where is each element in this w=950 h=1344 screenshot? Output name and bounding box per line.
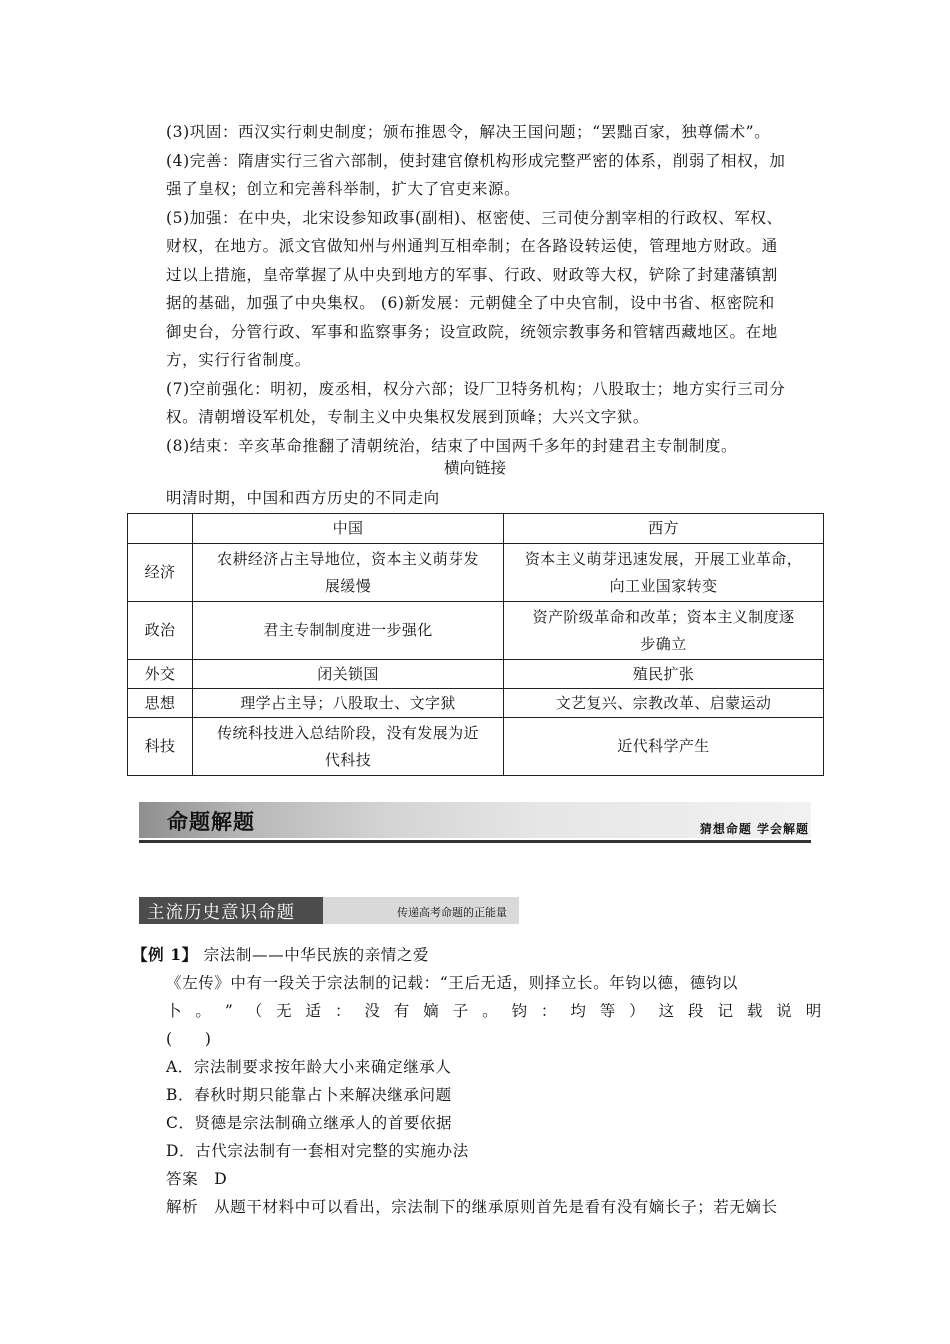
paragraph-line: 财权，在地方。派文官做知州与州通判互相牵制；在各路设转运使，管理地方财政。通 bbox=[166, 237, 778, 255]
paragraph-line: (7)空前强化：明初，废丞相，权分六部；设厂卫特务机构；八股取士；地方实行三司分 bbox=[166, 379, 786, 398]
table-row bbox=[128, 718, 824, 776]
paragraph-line: 御史台，分管行政、军事和监察事务；设宣政院，统领宗教事务和管辖西藏地区。在地 bbox=[166, 322, 778, 341]
stem-char: ： bbox=[334, 1002, 352, 1020]
stem-char: 无 bbox=[276, 1002, 293, 1020]
comparison-table bbox=[127, 513, 824, 776]
analysis-text: 从题干材料中可以看出，宗法制下的继承原则首先是看有没有嫡长子；若无嫡长 bbox=[214, 1198, 778, 1216]
stem-char: 卜 bbox=[166, 1002, 183, 1020]
table-cell: 农耕经济占主导地位，资本主义萌芽发 展缓慢 bbox=[193, 544, 504, 602]
row-label: 政治 bbox=[128, 602, 193, 660]
row-label: 经济 bbox=[128, 544, 193, 602]
link-intro: 明清时期，中国和西方历史的不同走向 bbox=[166, 489, 440, 507]
example-tag: 【例 1】 bbox=[132, 945, 198, 964]
option-d: D．古代宗法制有一套相对完整的实施办法 bbox=[166, 1142, 469, 1160]
paragraph-line: 过以上措施，皇帝掌握了从中央到地方的军事、行政、财政等大权，铲除了封建藩镇割 bbox=[166, 265, 778, 284]
analysis-line bbox=[132, 1193, 822, 1221]
table-cell: 闭关锁国 bbox=[193, 660, 504, 689]
stem-char: 子 bbox=[452, 1002, 469, 1020]
link-heading: 横向链接 bbox=[443, 459, 506, 477]
example-topic: 宗法制——中华民族的亲情之爱 bbox=[203, 946, 430, 964]
table-row bbox=[128, 660, 824, 689]
paragraph-line: 据的基础，加强了中央集权。 (6)新发展：元朝健全了中央官制，设中书省、枢密院和 bbox=[166, 294, 775, 312]
answer-label: 答案 bbox=[166, 1170, 199, 1188]
stem-char: 有 bbox=[393, 1002, 410, 1020]
section-banner bbox=[139, 800, 811, 844]
paragraph-line: 方，实行行省制度。 bbox=[166, 351, 311, 369]
paragraph-line: (8)结束：辛亥革命推翻了清朝统治，结束了中国两千多年的封建君主专制制度。 bbox=[166, 436, 738, 455]
table-cell: 近代科学产生 bbox=[504, 718, 824, 776]
sub-banner-title: 主流历史意识命题 bbox=[147, 903, 295, 923]
question-stem-line: 《左传》中有一段关于宗法制的记载：“王后无适，则择立长。年钧以德，德钧以 bbox=[166, 974, 739, 992]
table-cell: 资本主义萌芽迅速发展，开展工业革命， 向工业国家转变 bbox=[504, 544, 824, 602]
table-header-cell bbox=[128, 514, 193, 544]
question-stem-line bbox=[132, 997, 822, 1025]
answer-line bbox=[132, 1165, 822, 1193]
table-header-cell: 中国 bbox=[193, 514, 504, 544]
example-header bbox=[132, 941, 822, 969]
table-cell: 君主专制制度进一步强化 bbox=[193, 602, 504, 660]
stem-char: 载 bbox=[746, 1002, 763, 1020]
sub-banner-subtitle: 传递高考命题的正能量 bbox=[397, 906, 507, 919]
paragraph-line: (3)巩固：西汉实行刺史制度；颁布推恩令，解决王国问题；“罢黜百家，独尊儒术”。 bbox=[166, 123, 771, 141]
paragraph-line: 权。清朝增设军机处，专制主义中央集权发展到顶峰；大兴文字狱。 bbox=[166, 408, 650, 426]
stem-char: 没 bbox=[364, 1002, 381, 1020]
stem-char: 等 bbox=[599, 1002, 616, 1020]
table-row bbox=[128, 602, 824, 660]
row-label: 科技 bbox=[128, 718, 193, 776]
paragraph-line: (4)完善：隋唐实行三省六部制，使封建官僚机构形成完整严密的体系，削弱了相权，加 bbox=[166, 151, 786, 170]
section-body bbox=[166, 118, 814, 460]
table-cell: 传统科技进入总结阶段，没有发展为近 代科技 bbox=[193, 718, 504, 776]
row-label: 思想 bbox=[128, 689, 193, 718]
answer-value: D bbox=[214, 1170, 228, 1188]
stem-char: ） bbox=[629, 1002, 646, 1020]
banner-subtitle: 猜想命题 学会解题 bbox=[699, 822, 809, 836]
stem-char: 。 bbox=[482, 1002, 499, 1020]
stem-char: 均 bbox=[570, 1002, 587, 1020]
paragraph-line: 强了皇权；创立和完善科举制，扩大了官吏来源。 bbox=[166, 180, 521, 198]
stem-char: 嫡 bbox=[423, 1002, 440, 1020]
stem-char: ： bbox=[540, 1002, 558, 1020]
table-header-cell: 西方 bbox=[504, 514, 824, 544]
paragraph-line: (5)加强：在中央，北宋设参知政事(副相)、枢密使、三司使分割宰相的行政权、军权、 bbox=[166, 208, 783, 227]
table-row bbox=[128, 544, 824, 602]
sub-banner bbox=[139, 897, 519, 924]
analysis-label: 解析 bbox=[166, 1198, 199, 1216]
option-c: C．贤德是宗法制确立继承人的首要依据 bbox=[166, 1114, 453, 1132]
example-question bbox=[132, 941, 822, 1221]
stem-char: （ bbox=[246, 1002, 263, 1020]
stem-char: 。 bbox=[195, 1002, 212, 1020]
table-cell: 殖民扩张 bbox=[504, 660, 824, 689]
question-stem-line: ( ) bbox=[166, 1030, 212, 1048]
table-header-row bbox=[128, 514, 824, 544]
banner-title: 命题解题 bbox=[167, 810, 255, 834]
stem-char: ” bbox=[224, 1002, 234, 1020]
banner-rule bbox=[139, 840, 811, 843]
table-row bbox=[128, 689, 824, 718]
stem-char: 记 bbox=[717, 1002, 734, 1020]
option-a: A．宗法制要求按年龄大小来确定继承人 bbox=[166, 1058, 452, 1076]
stem-char: 钧 bbox=[511, 1002, 528, 1020]
table-cell: 资产阶级革命和改革；资本主义制度逐 步确立 bbox=[504, 602, 824, 660]
table-cell: 文艺复兴、宗教改革、启蒙运动 bbox=[504, 689, 824, 718]
table-cell: 理学占主导；八股取士、文字狱 bbox=[193, 689, 504, 718]
stem-char: 这 bbox=[658, 1002, 675, 1020]
row-label: 外交 bbox=[128, 660, 193, 689]
stem-char: 说 bbox=[776, 1002, 793, 1020]
stem-char: 适 bbox=[305, 1002, 322, 1020]
stem-char: 明 bbox=[805, 1002, 822, 1020]
stem-char: 段 bbox=[688, 1002, 705, 1020]
option-b: B．春秋时期只能靠占卜来解决继承问题 bbox=[166, 1086, 452, 1104]
